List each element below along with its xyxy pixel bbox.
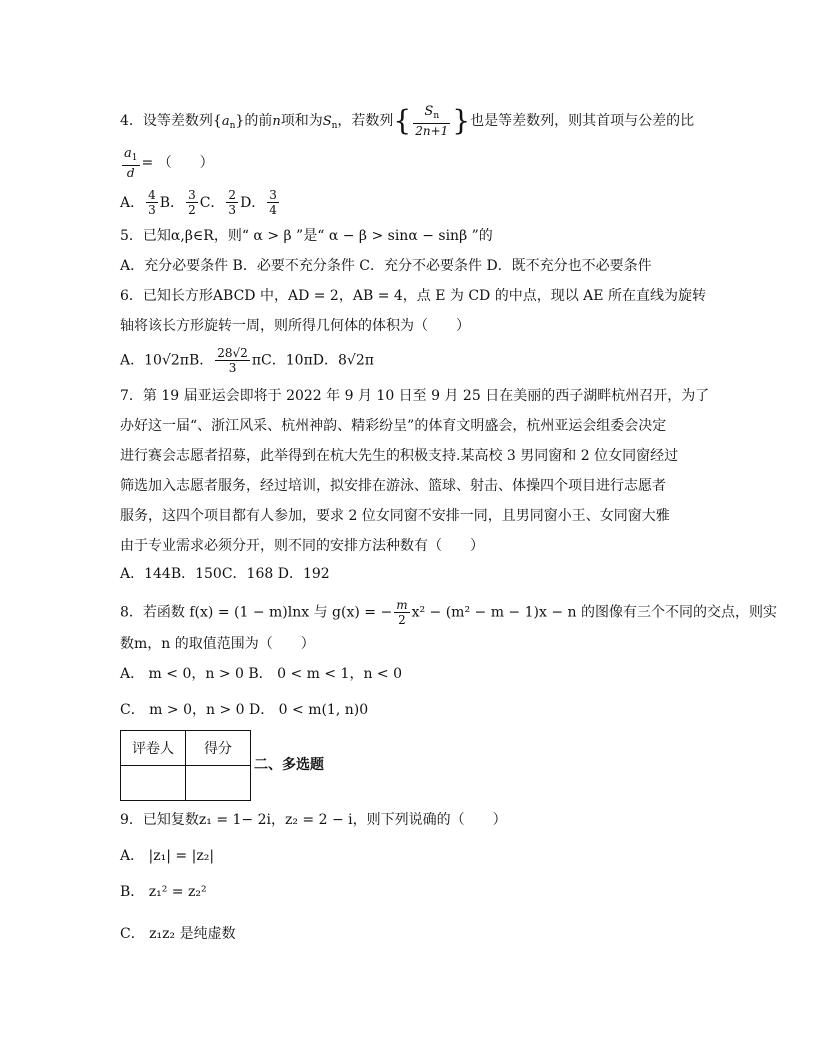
q4-stem: 4．设等差数列$\{a_n\}$的前n项和为$S_n$，若数列{ $\frac{S_n}{2n+1}$ }也是等差数列，则其首项与公差的比 bbox=[120, 104, 695, 138]
q9-stem: 9．已知复数z₁ = 1− 2i，z₂ = 2 − i，则下列说确的（ ） bbox=[120, 812, 507, 828]
q7-options: A．144B．150C．168 D．192 bbox=[120, 566, 330, 582]
q4-sequence-fraction: $\frac{S_n}{2n+1}$ bbox=[415, 104, 449, 138]
q6-stem-line2: 轴将该长方形旋转一周，则所得几何体的体积为（ ） bbox=[120, 318, 470, 334]
q9-option-b: B． z₁² = z₂² bbox=[120, 884, 207, 900]
q4-options bbox=[120, 188, 281, 217]
q6-stem-line1: 6．已知长方形ABCD 中，AD = 2，AB = 4，点 E 为 CD 的中点，现以 AE 所在直线为旋转 bbox=[120, 288, 706, 304]
q6-options: A．10√2πB． $\frac{28√2}{3}$ πC．10πD．8√2π bbox=[120, 346, 374, 375]
q7-line5: 服务，这四个项目都有人参加，要求 2 位女同窗不安排一同，且男同窗小王、女同窗大雅 bbox=[120, 508, 670, 524]
score-table-header-score: 得分 bbox=[186, 731, 251, 766]
score-table-cell-grader bbox=[121, 766, 186, 801]
q4-option-b: B． $\frac{3}{2}$ bbox=[159, 188, 196, 217]
q4-ratio-fraction: $\frac{a_1}{d}$ bbox=[124, 146, 138, 180]
q7-line2: 办好这一届“、浙江风采、杭州神韵、精彩纷呈”的体育文明盛会，杭州亚运会组委会决定 bbox=[120, 418, 667, 434]
q4-option-d: D． $\frac{3}{4}$ bbox=[240, 188, 277, 217]
q8-options-ab: A． m < 0，n > 0 B． 0 < m < 1，n < 0 bbox=[120, 666, 403, 682]
q7-line3: 进行赛会志愿者招募，此举得到在杭大先生的积极支持.某高校 3 男同窗和 2 位女同窗经过 bbox=[120, 448, 679, 464]
q8-options-cd: C． m > 0，n > 0 D． 0 < m(1, n)0 bbox=[120, 702, 369, 718]
q7-line1: 7．第 19 届亚运会即将于 2022 年 9 月 10 日至 9 月 25 日在美丽的西子湖畔杭州召开，为了 bbox=[120, 388, 710, 404]
q8-stem-line1: 8．若函数 f(x) = (1 − m)lnx 与 g(x) = − $\frac{m}{2}$ x² − (m² − m − 1)x − n 的图像有三个不同的交点，则实 bbox=[120, 598, 777, 627]
score-table bbox=[120, 730, 251, 801]
q4-option-c: C． $\frac{2}{3}$ bbox=[199, 188, 237, 217]
score-table-header-grader: 评卷人 bbox=[121, 731, 186, 766]
score-table-cell-score bbox=[186, 766, 251, 801]
q7-line6: 由于专业需求必须分开，则不同的安排方法种数有（ ） bbox=[120, 538, 484, 554]
q7-line4: 筛选加入志愿者服务，经过培训，拟安排在游泳、篮球、射击、体操四个项目进行志愿者 bbox=[120, 478, 666, 494]
q9-option-a: A． |z₁| = |z₂| bbox=[120, 848, 215, 864]
q5-stem: 5．已知α,β∈R，则“ α > β ”是“ α − β > sinα − sinβ ”的 bbox=[120, 228, 493, 244]
q9-option-c: C． z₁z₂ 是纯虚数 bbox=[120, 926, 236, 942]
q5-options: A．充分必要条件 B．必要不充分条件 C．充分不必要条件 D．既不充分也不必要条件 bbox=[120, 258, 652, 274]
section-title-multiple-choice: 二、多选题 bbox=[254, 757, 324, 773]
q4-ratio: $\frac{a_1}{d}$ = （ ） bbox=[124, 146, 214, 180]
q4-option-a: A． $\frac{4}{3}$ bbox=[120, 188, 156, 217]
q8-stem-line2: 数m，n 的取值范围为（ ） bbox=[120, 636, 315, 652]
